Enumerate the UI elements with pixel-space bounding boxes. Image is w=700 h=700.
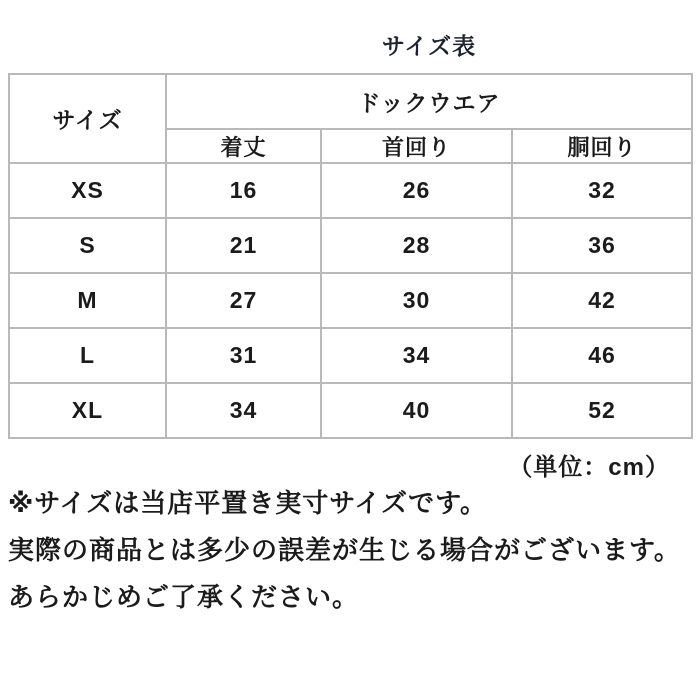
note-line-2: 実際の商品とは多少の誤差が生じる場合がございます。 — [8, 535, 681, 565]
size-label: S — [9, 218, 166, 273]
size-label: L — [9, 328, 166, 383]
table-row-xs — [9, 163, 692, 218]
neck-value: 26 — [321, 163, 512, 218]
girth-value: 36 — [512, 218, 692, 273]
girth-value: 52 — [512, 383, 692, 438]
neck-value: 28 — [321, 218, 512, 273]
size-label: XS — [9, 163, 166, 218]
table-row-s — [9, 218, 692, 273]
corner-header-size: サイズ — [9, 74, 166, 163]
length-value: 21 — [166, 218, 321, 273]
length-value: 34 — [166, 383, 321, 438]
length-value: 31 — [166, 328, 321, 383]
table-row-xl — [9, 383, 692, 438]
neck-value: 40 — [321, 383, 512, 438]
note-line-1: ※サイズは当店平置き実寸サイズです。 — [8, 488, 488, 518]
size-label: XL — [9, 383, 166, 438]
size-label: M — [9, 273, 166, 328]
neck-value: 30 — [321, 273, 512, 328]
column-header-neck: 首回り — [321, 129, 512, 163]
table-row-m — [9, 273, 692, 328]
disclaimer-notes — [8, 489, 698, 630]
neck-value: 34 — [321, 328, 512, 383]
page-title: サイズ表 — [381, 33, 477, 59]
girth-value: 42 — [512, 273, 692, 328]
length-value: 16 — [166, 163, 321, 218]
table-group-header-row — [9, 74, 692, 129]
note-line-3: あらかじめご了承ください。 — [8, 582, 360, 612]
column-header-girth: 胴回り — [512, 129, 692, 163]
unit-note: （単位：cm） — [508, 454, 670, 481]
column-header-length: 着丈 — [166, 129, 321, 163]
girth-value: 46 — [512, 328, 692, 383]
size-chart-table — [8, 73, 693, 439]
table-row-l — [9, 328, 692, 383]
length-value: 27 — [166, 273, 321, 328]
girth-value: 32 — [512, 163, 692, 218]
group-header-dogwear: ドックウエア — [166, 74, 692, 129]
